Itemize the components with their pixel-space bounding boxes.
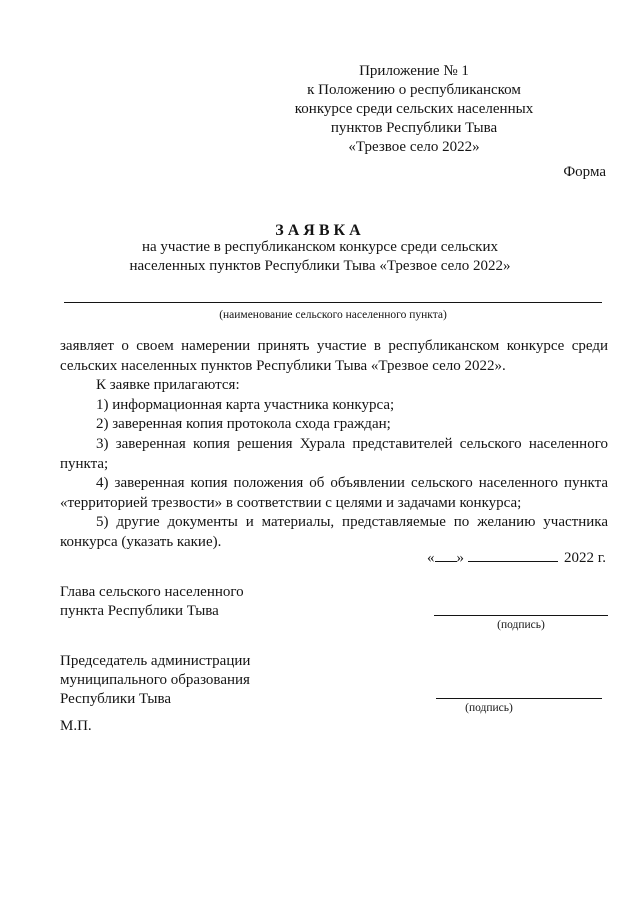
chair-label-line-2: муниципального образования <box>60 672 250 688</box>
head-signature-caption: (подпись) <box>497 619 545 631</box>
date-year: 2022 г. <box>564 550 606 566</box>
appendix-line-4: пунктов Республики Тыва <box>330 120 498 136</box>
chair-label-line-1: Председатель администрации <box>60 653 251 669</box>
chair-label-line-3: Республики Тыва <box>60 691 172 707</box>
chair-signature-caption: (подпись) <box>465 702 513 714</box>
document-subtitle <box>60 238 580 276</box>
head-label-line-1: Глава сельского населенного <box>60 584 244 600</box>
settlement-name-caption: (наименование сельского населенного пункта) <box>219 309 447 321</box>
head-signature-line[interactable] <box>434 615 608 616</box>
attachment-item: 5) другие документы и материалы, представляемые по желанию участника конкурса (указать какие). <box>60 514 608 550</box>
document-title: ЗАЯВКА <box>275 222 365 239</box>
chair-signature-line[interactable] <box>436 698 602 699</box>
subtitle-line-1: на участие в республиканском конкурсе среди сельских <box>142 239 498 255</box>
subtitle-line-2: населенных пунктов Республики Тыва «Трезвое село 2022» <box>129 258 511 274</box>
date-line <box>427 548 606 567</box>
date-day-field[interactable] <box>435 548 457 562</box>
date-open-quote: « <box>427 550 435 566</box>
appendix-line-5: «Трезвое село 2022» <box>348 139 480 155</box>
attachment-item: 3) заверенная копия решения Хурала представителей сельского населенного пункта; <box>60 435 608 472</box>
chair-signature-label <box>60 652 250 709</box>
attachments-heading: К заявке прилагаются: <box>96 377 240 394</box>
head-signature-label <box>60 583 244 621</box>
appendix-line-1: Приложение № 1 <box>359 63 469 79</box>
stamp-place-label: М.П. <box>60 718 92 734</box>
head-label-line-2: пункта Республики Тыва <box>60 603 219 619</box>
appendix-header <box>274 62 554 157</box>
body-intro: заявляет о своем намерении принять участие в республиканском конкурсе среди сельских населенных пунктов Республики Тыва «Трезвое село 2022». <box>60 338 608 374</box>
appendix-line-2: к Положению о республиканском <box>307 82 521 98</box>
application-body <box>60 337 608 553</box>
attachment-item: 2) заверенная копия протокола схода граждан; <box>96 416 391 433</box>
settlement-name-field-line[interactable] <box>64 302 602 303</box>
attachment-item: 4) заверенная копия положения об объявлении сельского населенного пункта «территорией трезвости» в соответствии с целями и задачами конкурса; <box>60 475 608 511</box>
appendix-line-3: конкурсе среди сельских населенных <box>294 101 534 117</box>
attachment-item: 1) информационная карта участника конкурса; <box>96 396 395 413</box>
date-close-quote: » <box>456 550 465 566</box>
date-month-field[interactable] <box>468 548 558 562</box>
form-label: Форма <box>563 164 606 180</box>
